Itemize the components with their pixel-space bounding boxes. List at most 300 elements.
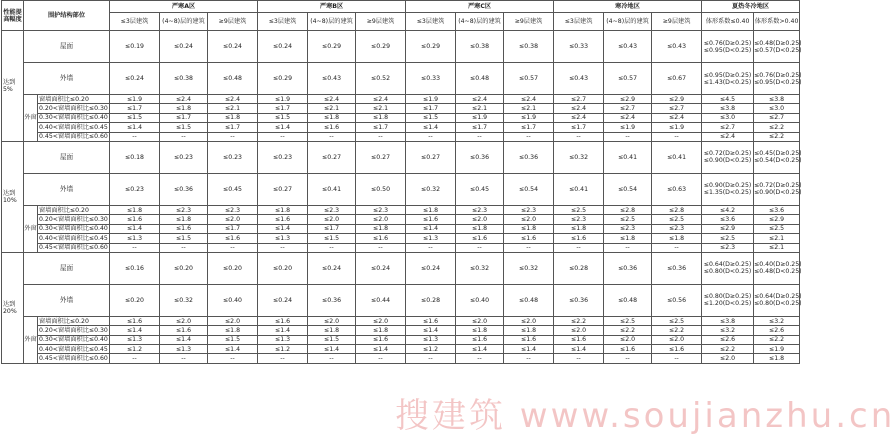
- table-cell: --: [110, 132, 160, 141]
- table-cell: ≤0.43: [554, 63, 604, 95]
- table-cell: ≤0.20: [160, 252, 208, 284]
- level-label: 达到10%: [2, 141, 24, 252]
- table-cell: --: [208, 354, 258, 363]
- table-cell: --: [554, 243, 604, 252]
- table-cell: ≤2.4: [652, 113, 702, 122]
- ratio-label: 0.45<窗墙面积比≤0.60: [39, 355, 108, 363]
- header-zone-severe-cold-a: 严寒A区: [110, 1, 258, 13]
- ratio-label: 0.20<窗墙面积比≤0.30: [39, 326, 108, 334]
- table-cell: --: [652, 132, 702, 141]
- table-cell: --: [308, 243, 356, 252]
- table-cell: ≤2.9: [702, 224, 754, 233]
- table-cell: --: [308, 354, 356, 363]
- table-cell: --: [652, 243, 702, 252]
- table-cell: --: [504, 132, 554, 141]
- table-cell: ≤0.45: [456, 173, 504, 205]
- table-cell: ≤2.7: [554, 95, 604, 104]
- table-cell: --: [456, 132, 504, 141]
- window-label: 外窗: [24, 95, 38, 142]
- table-cell: ≤1.3: [406, 335, 456, 344]
- table-cell: ≤1.2: [258, 345, 308, 354]
- subheader-ge9: ≥9层建筑: [652, 13, 702, 31]
- table-cell: --: [554, 132, 604, 141]
- table-cell: ≤1.9: [456, 113, 504, 122]
- table-cell: ≤0.33: [406, 63, 456, 95]
- table-cell: ≤1.4: [308, 345, 356, 354]
- table-cell: --: [160, 243, 208, 252]
- table-cell: ≤0.63: [652, 173, 702, 205]
- table-cell: ≤2.0: [356, 316, 406, 325]
- table-cell: ≤0.48: [456, 63, 504, 95]
- table-cell: ≤1.6: [356, 234, 406, 243]
- table-cell: ≤1.7: [456, 123, 504, 132]
- table-cell: ≤2.0: [208, 316, 258, 325]
- table-cell: ≤3.0: [754, 104, 800, 113]
- table-cell: ≤1.7: [554, 123, 604, 132]
- table-cell: ≤2.3: [208, 205, 258, 214]
- table-cell: ≤2.0: [456, 215, 504, 224]
- ratio-label: 0.45<窗墙面积比≤0.60: [39, 133, 108, 141]
- table-row: [2, 63, 800, 95]
- table-cell: ≤2.8: [652, 205, 702, 214]
- table-cell: ≤1.8: [504, 326, 554, 335]
- table-cell: ≤2.5: [702, 234, 754, 243]
- table-cell: ≤1.7: [208, 123, 258, 132]
- table-cell: ≤0.32: [504, 252, 554, 284]
- table-cell: ≤2.7: [702, 123, 754, 132]
- table-cell: ≤1.5: [258, 113, 308, 122]
- table-row: [2, 95, 800, 104]
- part-label: 外墙: [24, 284, 110, 316]
- table-cell: ≤1.6: [258, 316, 308, 325]
- table-cell: ≤3.2: [702, 326, 754, 335]
- table-cell: ≤0.24: [406, 252, 456, 284]
- table-row: [2, 104, 800, 113]
- table-cell: ≤0.50: [356, 173, 406, 205]
- table-row: [2, 205, 800, 214]
- table-cell: ≤2.4: [604, 113, 652, 122]
- table-cell: --: [356, 243, 406, 252]
- subheader-le3: ≤3层建筑: [554, 13, 604, 31]
- table-cell: ≤0.48: [604, 284, 652, 316]
- table-cell: ≤0.41: [554, 173, 604, 205]
- table-cell: ≤0.41: [604, 141, 652, 173]
- table-row: [2, 141, 800, 173]
- table-cell: ≤1.6: [604, 345, 652, 354]
- table-cell: ≤0.40: [456, 284, 504, 316]
- table-cell: ≤2.3: [652, 224, 702, 233]
- table-cell: ≤0.38: [456, 31, 504, 63]
- table-cell: ≤0.36: [554, 284, 604, 316]
- table-cell: ≤2.4: [160, 95, 208, 104]
- table-cell: ≤0.27: [258, 173, 308, 205]
- table-cell: ≤2.0: [356, 215, 406, 224]
- table-cell: ≤3.8: [702, 104, 754, 113]
- ratio-label: 0.30<窗墙面积比≤0.40: [39, 225, 108, 233]
- table-cell: ≤1.6: [652, 345, 702, 354]
- table-cell: ≤2.7: [754, 113, 800, 122]
- table-cell: --: [604, 243, 652, 252]
- table-cell: ≤2.0: [504, 316, 554, 325]
- subheader-ge9: ≥9层建筑: [208, 13, 258, 31]
- table-cell: ≤1.8: [652, 234, 702, 243]
- table-cell: ≤0.43: [308, 63, 356, 95]
- table-cell: --: [356, 354, 406, 363]
- table-cell: ≤0.64(D≥0.25) ≤0.80(D<0.25): [754, 284, 800, 316]
- table-cell: ≤0.57: [504, 63, 554, 95]
- table-cell: ≤1.8: [308, 326, 356, 335]
- table-cell: ≤4.5: [702, 95, 754, 104]
- table-cell: ≤2.3: [356, 205, 406, 214]
- table-cell: ≤0.27: [308, 141, 356, 173]
- ratio-label: 0.30<窗墙面积比≤0.40: [39, 114, 108, 122]
- ratio-label: 0.30<窗墙面积比≤0.40: [39, 336, 108, 344]
- table-cell: ≤1.7: [308, 224, 356, 233]
- table-cell: ≤1.3: [110, 234, 160, 243]
- table-cell: ≤1.8: [554, 224, 604, 233]
- table-cell: ≤0.43: [604, 31, 652, 63]
- table-row: [2, 252, 800, 284]
- table-cell: ≤1.6: [308, 123, 356, 132]
- table-cell: ≤1.3: [160, 345, 208, 354]
- table-cell: ≤1.7: [110, 104, 160, 113]
- table-cell: ≤2.3: [456, 205, 504, 214]
- table-cell: ≤0.45: [208, 173, 258, 205]
- table-cell: ≤2.6: [754, 326, 800, 335]
- ratio-label: 窗墙面积比≤0.20: [38, 95, 110, 104]
- table-cell: ≤1.6: [160, 326, 208, 335]
- table-cell: ≤1.4: [258, 123, 308, 132]
- table-cell: ≤3.0: [702, 113, 754, 122]
- table-cell: ≤1.6: [554, 335, 604, 344]
- table-cell: ≤1.8: [208, 326, 258, 335]
- table-cell: ≤2.5: [652, 215, 702, 224]
- table-cell: ≤0.43: [652, 31, 702, 63]
- table-row: [2, 243, 800, 252]
- table-cell: ≤2.3: [504, 205, 554, 214]
- table-cell: ≤4.2: [702, 205, 754, 214]
- table-cell: --: [604, 132, 652, 141]
- table-cell: ≤0.29: [356, 31, 406, 63]
- table-cell: ≤2.0: [554, 326, 604, 335]
- subheader-mid: (4~8)层的建筑: [160, 13, 208, 31]
- table-cell: ≤2.8: [604, 205, 652, 214]
- table-cell: ≤2.5: [604, 215, 652, 224]
- table-cell: ≤0.24: [110, 63, 160, 95]
- table-cell: --: [258, 132, 308, 141]
- table-cell: ≤0.48(D≥0.25) ≤0.57(D<0.25): [754, 31, 800, 63]
- table-cell: ≤3.8: [702, 316, 754, 325]
- table-cell: --: [110, 243, 160, 252]
- table-cell: ≤1.8: [754, 354, 800, 363]
- table-cell: ≤2.4: [554, 104, 604, 113]
- table-cell: ≤0.24: [308, 252, 356, 284]
- table-cell: ≤1.8: [604, 234, 652, 243]
- table-cell: ≤1.4: [110, 224, 160, 233]
- table-cell: ≤1.3: [406, 234, 456, 243]
- table-cell: ≤0.27: [406, 141, 456, 173]
- table-cell: ≤1.6: [208, 234, 258, 243]
- window-label: 外窗: [24, 205, 38, 252]
- table-cell: ≤1.2: [406, 345, 456, 354]
- table-cell: ≤1.3: [258, 234, 308, 243]
- table-cell: ≤1.4: [504, 345, 554, 354]
- table-cell: ≤2.0: [456, 316, 504, 325]
- table-cell: ≤2.7: [604, 104, 652, 113]
- table-cell: ≤2.5: [754, 224, 800, 233]
- table-cell: ≤0.24: [258, 284, 308, 316]
- header-zone-cold: 寒冷地区: [554, 1, 702, 13]
- table-cell: ≤0.48: [504, 284, 554, 316]
- ratio-label: 0.20<窗墙面积比≤0.30: [39, 105, 108, 113]
- watermark: 搜建筑 www.soujianzhu.cn: [395, 396, 895, 436]
- table-cell: ≤0.36: [308, 284, 356, 316]
- table-cell: ≤1.6: [406, 215, 456, 224]
- table-cell: ≤1.8: [208, 113, 258, 122]
- table-cell: ≤2.0: [604, 335, 652, 344]
- subheader-mid: (4~8)层的建筑: [308, 13, 356, 31]
- table-cell: ≤0.29: [258, 63, 308, 95]
- table-cell: ≤1.3: [110, 335, 160, 344]
- table-row: [2, 123, 800, 132]
- header-level: 性能提高幅度: [2, 1, 24, 31]
- table-cell: --: [208, 132, 258, 141]
- table-cell: ≤2.0: [160, 316, 208, 325]
- table-cell: --: [160, 132, 208, 141]
- table-row: [2, 215, 800, 224]
- table-cell: ≤2.2: [754, 132, 800, 141]
- table-cell: ≤0.76(D≥0.25) ≤0.95(D<0.25): [702, 31, 754, 63]
- table-cell: ≤0.24: [160, 31, 208, 63]
- table-cell: ≤0.54: [504, 173, 554, 205]
- table-cell: ≤1.6: [504, 335, 554, 344]
- table-cell: ≤1.7: [406, 104, 456, 113]
- table-cell: ≤0.90(D≥0.25) ≤1.35(D<0.25): [702, 173, 754, 205]
- table-cell: ≤1.8: [406, 205, 456, 214]
- table-cell: --: [258, 243, 308, 252]
- table-cell: ≤1.6: [356, 335, 406, 344]
- table-cell: ≤0.28: [554, 252, 604, 284]
- header-part: 围护结构部位: [24, 1, 110, 31]
- ratio-label: 0.40<窗墙面积比≤0.45: [39, 345, 108, 353]
- table-cell: ≤2.3: [308, 205, 356, 214]
- table-cell: ≤1.8: [160, 104, 208, 113]
- header-zone-severe-cold-b: 严寒B区: [258, 1, 406, 13]
- table-cell: ≤0.36: [160, 173, 208, 205]
- table-cell: ≤2.1: [308, 104, 356, 113]
- table-cell: ≤1.4: [258, 224, 308, 233]
- table-cell: --: [406, 354, 456, 363]
- table-cell: --: [406, 243, 456, 252]
- table-cell: ≤2.7: [652, 104, 702, 113]
- table-cell: ≤2.2: [554, 316, 604, 325]
- table-cell: --: [308, 132, 356, 141]
- table-cell: ≤2.2: [702, 345, 754, 354]
- table-cell: ≤1.9: [406, 95, 456, 104]
- table-cell: ≤2.0: [308, 215, 356, 224]
- table-cell: ≤2.2: [652, 326, 702, 335]
- table-row: [2, 335, 800, 344]
- table-row: [2, 224, 800, 233]
- table-cell: ≤1.6: [160, 224, 208, 233]
- table-cell: ≤0.24: [258, 31, 308, 63]
- table-cell: ≤1.7: [258, 104, 308, 113]
- table-row: [2, 234, 800, 243]
- table-cell: ≤2.1: [456, 104, 504, 113]
- table-cell: --: [652, 354, 702, 363]
- table-cell: --: [208, 243, 258, 252]
- table-cell: ≤1.6: [110, 316, 160, 325]
- table-cell: ≤2.3: [702, 243, 754, 252]
- table-cell: ≤1.7: [356, 123, 406, 132]
- table-cell: ≤2.0: [652, 335, 702, 344]
- table-cell: ≤2.2: [604, 326, 652, 335]
- table-cell: ≤3.6: [702, 215, 754, 224]
- table-cell: ≤1.9: [754, 345, 800, 354]
- table-cell: ≤2.1: [504, 104, 554, 113]
- table-cell: ≤0.41: [308, 173, 356, 205]
- table-cell: ≤2.5: [554, 205, 604, 214]
- table-cell: ≤2.0: [702, 354, 754, 363]
- table-cell: ≤0.32: [554, 141, 604, 173]
- table-cell: ≤2.4: [504, 95, 554, 104]
- table-cell: ≤0.64(D≥0.25) ≤0.80(D<0.25): [702, 252, 754, 284]
- ratio-label: 0.20<窗墙面积比≤0.30: [39, 216, 108, 224]
- table-body: [2, 31, 800, 364]
- part-label: 外墙: [24, 173, 110, 205]
- table-cell: ≤0.29: [308, 31, 356, 63]
- table-cell: ≤1.9: [652, 123, 702, 132]
- ratio-label: 窗墙面积比≤0.20: [38, 205, 110, 214]
- table-cell: ≤1.8: [160, 215, 208, 224]
- table-cell: ≤1.8: [110, 205, 160, 214]
- table-cell: ≤0.36: [604, 252, 652, 284]
- table-cell: ≤0.36: [652, 252, 702, 284]
- table-row: [2, 345, 800, 354]
- table-cell: ≤2.4: [208, 95, 258, 104]
- table-row: [2, 132, 800, 141]
- table-cell: ≤1.8: [504, 224, 554, 233]
- table-cell: ≤0.23: [208, 141, 258, 173]
- table-cell: --: [356, 132, 406, 141]
- table-cell: ≤1.5: [406, 113, 456, 122]
- table-cell: ≤1.9: [604, 123, 652, 132]
- table-cell: ≤2.0: [208, 215, 258, 224]
- table-cell: ≤1.6: [456, 234, 504, 243]
- header-zone-hot-summer-cold-winter: 夏热冬冷地区: [702, 1, 800, 13]
- table-cell: ≤0.27: [356, 141, 406, 173]
- table-cell: ≤1.5: [208, 335, 258, 344]
- table-row: [2, 284, 800, 316]
- table-cell: ≤1.4: [110, 123, 160, 132]
- table-cell: ≤0.18: [110, 141, 160, 173]
- table-cell: ≤2.3: [604, 224, 652, 233]
- table-cell: ≤0.72(D≥0.25) ≤0.90(D<0.25): [754, 173, 800, 205]
- table-row: [2, 173, 800, 205]
- table-cell: ≤3.6: [754, 205, 800, 214]
- part-label: 屋面: [24, 141, 110, 173]
- table-cell: ≤2.0: [308, 316, 356, 325]
- table-cell: ≤0.28: [406, 284, 456, 316]
- level-label: 达到20%: [2, 252, 24, 363]
- table-cell: ≤2.4: [554, 113, 604, 122]
- table-cell: ≤2.2: [754, 123, 800, 132]
- table-cell: --: [258, 354, 308, 363]
- table-cell: ≤2.9: [754, 215, 800, 224]
- table-cell: --: [504, 243, 554, 252]
- table-cell: ≤0.45(D≥0.25) ≤0.54(D<0.25): [754, 141, 800, 173]
- table-cell: ≤1.9: [504, 113, 554, 122]
- table-row: [2, 113, 800, 122]
- subheader-le3: ≤3层建筑: [406, 13, 456, 31]
- ratio-label: 0.40<窗墙面积比≤0.45: [39, 123, 108, 131]
- header-zone-severe-cold-c: 严寒C区: [406, 1, 554, 13]
- table-cell: ≤0.76(D≥0.25) ≤0.95(D<0.25): [754, 63, 800, 95]
- part-label: 屋面: [24, 31, 110, 63]
- table-cell: ≤0.23: [160, 141, 208, 173]
- table-cell: ≤1.6: [258, 215, 308, 224]
- table-cell: ≤1.8: [356, 326, 406, 335]
- ratio-label: 窗墙面积比≤0.20: [38, 316, 110, 325]
- table-cell: ≤1.5: [308, 234, 356, 243]
- table-cell: ≤1.5: [160, 123, 208, 132]
- subheader-le3: ≤3层建筑: [258, 13, 308, 31]
- subheader-shape-gt: 体形系数>0.40: [754, 13, 800, 31]
- table-cell: --: [504, 354, 554, 363]
- table-cell: ≤2.0: [504, 215, 554, 224]
- table-cell: ≤1.4: [406, 123, 456, 132]
- table-cell: ≤0.23: [258, 141, 308, 173]
- table-cell: ≤1.4: [456, 345, 504, 354]
- table-cell: ≤2.5: [652, 316, 702, 325]
- table-cell: ≤1.6: [456, 335, 504, 344]
- table-cell: ≤1.7: [208, 224, 258, 233]
- table-cell: ≤0.44: [356, 284, 406, 316]
- table-cell: ≤0.56: [652, 284, 702, 316]
- table-cell: ≤0.40: [208, 284, 258, 316]
- table-cell: ≤0.24: [208, 31, 258, 63]
- table-cell: ≤2.1: [208, 104, 258, 113]
- table-cell: ≤0.41: [652, 141, 702, 173]
- table-cell: ≤1.9: [258, 95, 308, 104]
- table-cell: ≤2.9: [652, 95, 702, 104]
- table-cell: ≤0.20: [110, 284, 160, 316]
- table-cell: ≤2.9: [604, 95, 652, 104]
- table-row: [2, 316, 800, 325]
- table-cell: ≤0.16: [110, 252, 160, 284]
- table-cell: ≤1.8: [356, 224, 406, 233]
- subheader-mid: (4~8)层的建筑: [456, 13, 504, 31]
- table-cell: ≤1.9: [110, 95, 160, 104]
- table-cell: ≤2.1: [754, 243, 800, 252]
- subheader-shape-le: 体形系数≤0.40: [702, 13, 754, 31]
- table-cell: ≤2.4: [308, 95, 356, 104]
- table-cell: ≤1.8: [356, 113, 406, 122]
- table-cell: ≤2.5: [604, 316, 652, 325]
- table-cell: ≤1.7: [504, 123, 554, 132]
- table-cell: ≤0.19: [110, 31, 160, 63]
- table-cell: ≤0.32: [406, 173, 456, 205]
- table-row: [2, 354, 800, 363]
- table-cell: ≤1.6: [110, 215, 160, 224]
- table-cell: ≤1.4: [160, 335, 208, 344]
- table-cell: ≤1.4: [110, 326, 160, 335]
- table-cell: ≤0.36: [456, 141, 504, 173]
- table-cell: ≤0.67: [652, 63, 702, 95]
- table-cell: ≤2.4: [702, 132, 754, 141]
- table-cell: ≤1.8: [258, 205, 308, 214]
- table-cell: ≤1.4: [258, 326, 308, 335]
